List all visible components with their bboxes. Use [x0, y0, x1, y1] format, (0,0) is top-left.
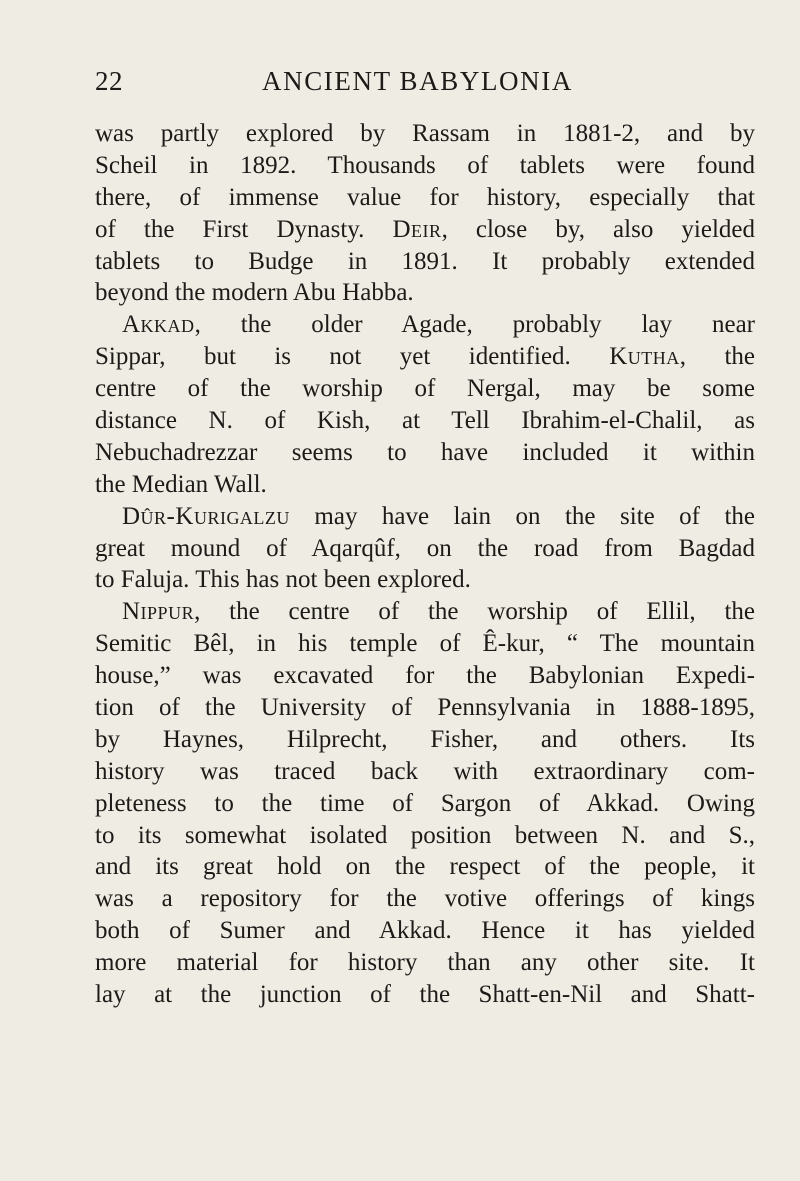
text-line [95, 628, 755, 660]
place-name: Nippur [122, 598, 195, 626]
text-run: house,” was excavated for the Babylonian Expedi- [95, 662, 755, 690]
text-run: more material for history than any other site. It [95, 949, 755, 977]
text-run: , the [679, 343, 755, 371]
text-line [95, 692, 755, 724]
text-run: pleteness to the time of Sargon of Akkad. Owing [95, 789, 755, 817]
text-line [95, 246, 755, 278]
text-line [95, 564, 755, 596]
text-line [95, 915, 755, 947]
text-line [95, 214, 755, 246]
text-line [95, 373, 755, 405]
text-line [95, 851, 755, 883]
text-run: great mound of Aqarqûf, on the road from Bagdad [95, 534, 755, 562]
text-run: Scheil in 1892. Thousands of tablets were found [95, 151, 755, 179]
text-run: Semitic Bêl, in his temple of Ê-kur, “ The mountain [95, 630, 755, 658]
text-run: distance N. of Kish, at Tell Ibrahim-el-Chalil, as [95, 407, 755, 435]
text-line [95, 533, 755, 565]
text-line [95, 182, 755, 214]
running-head: ANCIENT BABYLONIA [262, 66, 573, 96]
text-run: and its great hold on the respect of the people, it [95, 853, 755, 881]
text-run: both of Sumer and Akkad. Hence it has yielded [95, 917, 755, 945]
text-run: history was traced back with extraordinary com- [95, 757, 755, 785]
text-line [95, 437, 755, 469]
text-run: there, of immense value for history, especially that [95, 183, 755, 211]
text-run: beyond the modern Abu Habba. [95, 279, 414, 307]
text-line [95, 469, 755, 501]
text-line [95, 150, 755, 182]
text-run: to its somewhat isolated position between N. and S., [95, 821, 755, 849]
text-line [95, 724, 755, 756]
text-line [95, 309, 755, 341]
text-run: centre of the worship of Nergal, may be some [95, 375, 755, 403]
text-line [95, 501, 755, 533]
text-run: was partly explored by Rassam in 1881-2, and by [95, 120, 755, 147]
text-line [95, 277, 755, 309]
text-line [95, 660, 755, 692]
text-line [95, 979, 755, 1011]
text-line [95, 947, 755, 979]
text-line [95, 596, 755, 628]
page-number: 22 [95, 66, 123, 96]
text-run: tion of the University of Pennsylvania in 1888-1895, [95, 694, 755, 722]
text-run: Sippar, but is not yet identified. [95, 343, 610, 371]
text-run: lay at the junction of the Shatt-en-Nil and Shatt- [95, 981, 755, 1009]
text-line [95, 788, 755, 820]
place-name: Dûr-Kurigalzu [122, 502, 290, 530]
text-run: Nebuchadrezzar seems to have included it within [95, 438, 755, 466]
text-run: was a repository for the votive offerings of kings [95, 885, 755, 913]
text-run: , the older Agade, probably lay near [194, 311, 755, 339]
text-line [95, 883, 755, 915]
place-name: Akkad [122, 311, 195, 339]
text-run: of the First Dynasty. [95, 215, 393, 243]
text-run: may have lain on the site of the [289, 502, 755, 530]
text-run: the Median Wall. [95, 470, 267, 498]
page-header [95, 66, 755, 106]
text-run: , the centre of the worship of Ellil, the [194, 598, 755, 626]
text-line [95, 341, 755, 373]
place-name: Kutha [609, 343, 680, 371]
text-line [95, 820, 755, 852]
text-line [95, 118, 755, 150]
text-run: to Faluja. This has not been explored. [95, 566, 471, 594]
text-line [95, 405, 755, 437]
body-text [95, 118, 755, 1011]
text-run: , close by, also yielded [441, 215, 755, 243]
text-run: by Haynes, Hilprecht, Fisher, and others. Its [95, 725, 755, 753]
text-line [95, 756, 755, 788]
text-run: tablets to Budge in 1891. It probably extended [95, 247, 755, 275]
place-name: Deir [392, 215, 442, 243]
